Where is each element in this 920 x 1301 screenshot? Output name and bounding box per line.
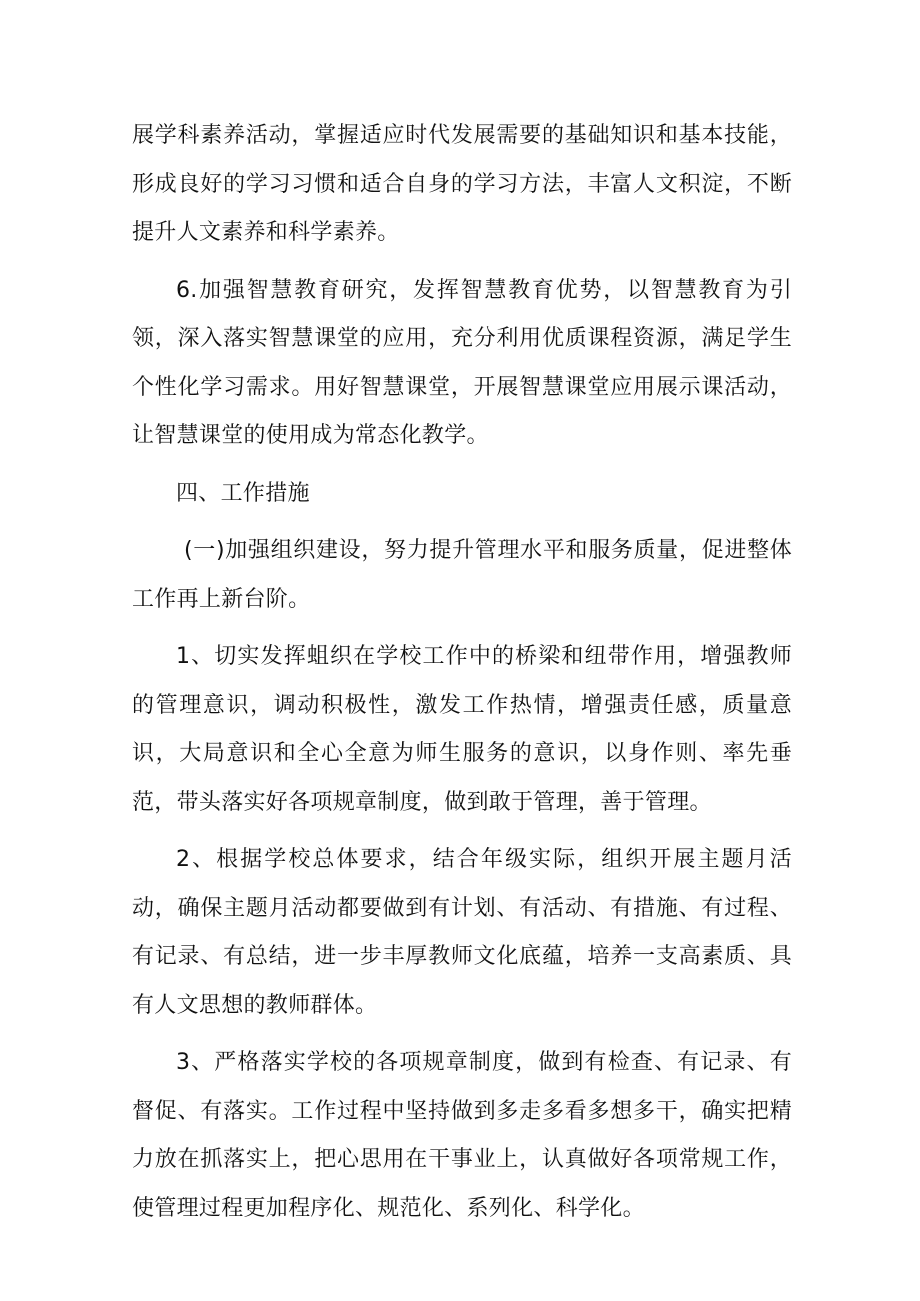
paragraph-item-2: 2、根据学校总体要求，结合年级实际，组织开展主题月活动，确保主题月活动都要做到有计划、有活动、有措施、有过程、有记录、有总结，进一步丰厚教师文化底蕴，培养一支高素质、具有人文思想的教师群体。 [132,847,792,1018]
paragraph-continuation: 展学科素养活动，掌握适应时代发展需要的基础知识和基本技能，形成良好的学习习惯和适合自身的学习方法，丰富人文积淀，不断提升人文素养和科学素养。 [132,123,792,245]
paragraph-item-6: 6.加强智慧教育研究，发挥智慧教育优势，以智慧教育为引领，深入落实智慧课堂的应用，充分利用优质课程资源，满足学生个性化学习需求。用好智慧课堂，开展智慧课堂应用展示课活动，让智慧课堂的使用成为常态化教学。 [132,277,792,448]
paragraph-item-1: 1、切实发挥蛆织在学校工作中的桥梁和纽带作用，增强教师的管理意识，调动积极性，激发工作热情，增强责任感，质量意识，大局意识和全心全意为师生服务的意识，以身作则、率先垂范，带头落实好各项规章制度，做到敢于管理，善于管理。 [132,644,792,815]
subsection-heading-1: (一)加强组织建设，努力提升管理水平和服务质量，促进整体工作再上新台阶。 [132,538,792,612]
paragraph-item-3: 3、严格落实学校的各项规章制度，做到有检查、有记录、有督促、有落实。工作过程中坚持做到多走多看多想多干，确实把精力放在抓落实上，把心思用在干事业上，认真做好各项常规工作，使管理过程更加程序化、规范化、系列化、科学化。 [132,1050,792,1221]
document-body [132,112,792,1242]
section-heading-work-measures: 四、工作措施 [176,480,310,506]
